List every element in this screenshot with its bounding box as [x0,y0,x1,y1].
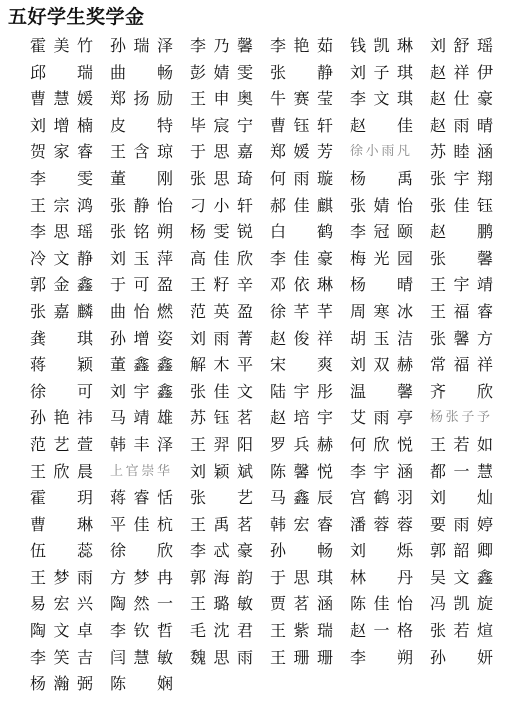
student-name: 张静 [270,62,333,82]
student-name: 董刚 [110,168,173,188]
student-name: 冯凯旋 [430,594,493,614]
student-name: 杨晴 [350,275,413,295]
student-name: 王欣晨 [30,461,93,481]
student-name: 杨瀚弼 [30,674,93,694]
student-name: 苏睦涵 [430,142,493,162]
student-name: 刘子琪 [350,62,413,82]
student-name: 牛赛莹 [270,89,333,109]
student-name: 郭金鑫 [30,275,93,295]
page-title: 五好学生奖学金 [8,6,145,28]
student-name: 李思瑶 [30,222,93,242]
student-name: 张馨方 [430,328,493,348]
student-name: 魏思雨 [190,647,253,667]
student-name: 李艳茹 [270,36,333,55]
student-name: 杨禹 [350,168,413,188]
student-name: 于可盈 [110,275,173,295]
student-name: 张馨 [430,248,493,268]
student-name: 刘宇鑫 [110,381,173,401]
student-name: 李佳豪 [270,248,333,268]
student-name: 徐芊芊 [270,301,333,321]
names-grid [30,33,510,698]
student-name: 郑媛芳 [270,142,333,162]
student-name: 王紫瑞 [270,621,333,641]
student-name: 伍蕊 [30,541,93,561]
student-name: 陆宇彤 [270,381,333,401]
student-name: 刘灿 [430,488,493,508]
student-name: 孙妍 [430,647,493,667]
student-name: 蒋颖 [30,355,93,375]
student-name: 郑扬励 [110,89,173,109]
student-name: 赵培宇 [270,408,333,428]
student-name: 要雨婷 [430,514,493,534]
student-name: 郝佳麒 [270,195,333,215]
student-name: 孙艳祎 [30,408,93,428]
student-name: 杨雯锐 [190,222,253,242]
student-name: 徐欣 [110,541,173,561]
student-name: 龚琪 [30,328,93,348]
student-name: 陈馨悦 [270,461,333,481]
student-name: 高佳欣 [190,248,253,268]
student-name: 韩宏睿 [270,514,333,534]
student-name: 李冠颐 [350,222,413,242]
student-name: 赵一格 [350,621,413,641]
student-name: 胡玉洁 [350,328,413,348]
student-name: 李雯 [30,168,93,188]
student-name: 王珊珊 [270,647,333,667]
student-name: 温馨 [350,381,413,401]
student-name: 易宏兴 [30,594,93,614]
student-name: 刘增楠 [30,115,93,135]
student-name: 张佳文 [190,381,253,401]
student-name: 王宇靖 [430,275,493,295]
student-name: 刁小轩 [190,195,253,215]
student-name: 王宗鸿 [30,195,93,215]
student-name: 孙畅 [270,541,333,561]
student-name: 赵俊祥 [270,328,333,348]
student-name: 陈娴 [110,674,173,694]
student-name: 平佳杭 [110,514,173,534]
student-name: 周寒冰 [350,301,413,321]
student-name: 李钦哲 [110,621,173,641]
student-name: 张婧怡 [350,195,413,215]
student-name: 都一慧 [430,461,493,481]
student-name: 陶然一 [110,594,173,614]
student-name: 曲怡燃 [110,301,173,321]
student-name: 徐可 [30,381,93,401]
student-name: 王福睿 [430,301,493,321]
student-name: 霍美竹 [30,36,93,55]
student-name: 张嘉麟 [30,301,93,321]
student-name: 王若如 [430,434,493,454]
student-name: 赵雨晴 [430,115,493,135]
student-name: 徐小雨凡 [350,144,410,160]
student-name: 杨张子予 [430,410,490,426]
student-name: 马鑫辰 [270,488,333,508]
student-name: 宋爽 [270,355,333,375]
student-name: 董鑫鑫 [110,355,173,375]
student-name: 毕宸宁 [190,115,253,135]
student-name: 郭海韵 [190,567,253,587]
student-name: 闫慧敏 [110,647,173,667]
student-name: 王申奥 [190,89,253,109]
student-name: 艾雨亭 [350,408,413,428]
student-name: 刘玉萍 [110,248,173,268]
student-name: 王璐敏 [190,594,253,614]
student-name: 宫鹤羽 [350,488,413,508]
student-name: 蒋睿恬 [110,488,173,508]
student-name: 何欣悦 [350,434,413,454]
student-name: 马靖雄 [110,408,173,428]
student-name: 陶文卓 [30,621,93,641]
student-name: 陈佳怡 [350,594,413,614]
student-name: 张铭朔 [110,222,173,242]
student-name: 王含琼 [110,142,173,162]
student-name: 孙瑞泽 [110,36,173,55]
student-name: 孙增姿 [110,328,173,348]
student-name: 冷文静 [30,248,93,268]
student-name: 范艺萱 [30,434,93,454]
student-name: 于思嘉 [190,142,253,162]
student-name: 张佳钰 [430,195,493,215]
student-name: 刘颖斌 [190,461,253,481]
student-name: 赵仕豪 [430,89,493,109]
student-name: 张思琦 [190,168,253,188]
student-name: 李笑吉 [30,647,93,667]
student-name: 林丹 [350,567,413,587]
student-name: 邓依琳 [270,275,333,295]
student-name: 赵佳 [350,115,413,135]
student-name: 霍玥 [30,488,93,508]
student-name: 李朔 [350,647,413,667]
student-name: 解木平 [190,355,253,375]
student-name: 李宇涵 [350,461,413,481]
student-name: 曹钰轩 [270,115,333,135]
student-name: 方梦冉 [110,567,173,587]
student-name: 刘雨菁 [190,328,253,348]
student-name: 于思琪 [270,567,333,587]
student-name: 曹慧媛 [30,89,93,109]
student-name: 王籽辛 [190,275,253,295]
student-name: 赵鹏 [430,222,493,242]
student-name: 李文琪 [350,89,413,109]
student-name: 李乃馨 [190,36,253,55]
student-name: 郭韶卿 [430,541,493,561]
student-name: 罗兵赫 [270,434,333,454]
student-name: 钱凯琳 [350,36,413,55]
student-name: 何雨璇 [270,168,333,188]
student-name: 梅光园 [350,248,413,268]
student-name: 吴文鑫 [430,567,493,587]
student-name: 上官崇华 [110,463,170,479]
student-name: 张艺 [190,488,253,508]
student-name: 彭婧雯 [190,62,253,82]
student-name: 王羿阳 [190,434,253,454]
student-name: 曲畅 [110,62,173,82]
student-name: 李忒豪 [190,541,253,561]
student-name: 白鹤 [270,222,333,242]
student-name: 常福祥 [430,355,493,375]
student-name: 潘蓉蓉 [350,514,413,534]
student-name: 赵祥伊 [430,62,493,82]
student-name: 王禹茗 [190,514,253,534]
student-name: 韩丰泽 [110,434,173,454]
student-name: 苏钰茗 [190,408,253,428]
student-name: 刘舒瑶 [430,36,493,55]
student-name: 刘烁 [350,541,413,561]
student-name: 王梦雨 [30,567,93,587]
student-name: 曹琳 [30,514,93,534]
student-name: 齐欣 [430,381,493,401]
student-name: 皮特 [110,115,173,135]
student-name: 张静怡 [110,195,173,215]
student-name: 张若煊 [430,621,493,641]
student-name: 毛沈君 [190,621,253,641]
student-name: 刘双赫 [350,355,413,375]
student-name: 范英盈 [190,301,253,321]
student-name: 贾茗涵 [270,594,333,614]
student-name: 贺家睿 [30,142,93,162]
student-name: 邱瑞 [30,62,93,82]
student-name: 张宇翔 [430,168,493,188]
